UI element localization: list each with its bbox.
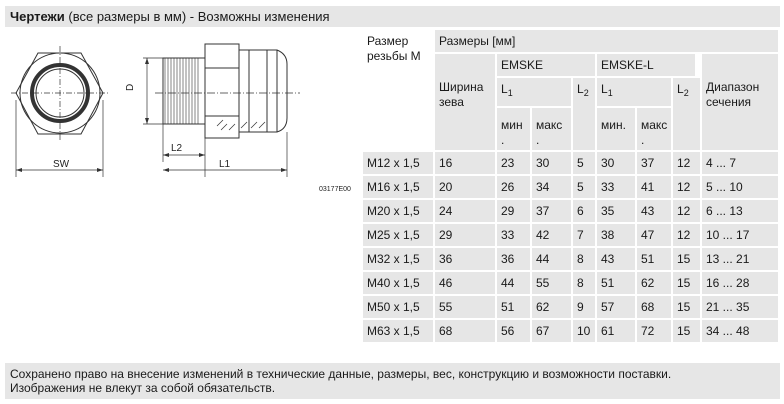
disclaimer-line-1: Сохранено право на внесение изменений в технические данные, размеры, вес, конструкцию и возможности поставки. — [10, 367, 672, 381]
cell-thread-size: M16 x 1,5 — [363, 176, 433, 198]
cell-l1-max-l: 72 — [637, 320, 671, 342]
cell-l1-max: 62 — [532, 296, 571, 318]
dimensions-header: Размеры [мм] — [435, 30, 778, 52]
cell-l1-max-l: 62 — [637, 272, 671, 294]
l2-sub: 2 — [583, 88, 589, 98]
l1-letter-2: L — [601, 82, 608, 96]
cell-thread-size: M25 x 1,5 — [363, 224, 433, 246]
hex-body-side — [205, 44, 239, 138]
l2-header-emske-l — [673, 78, 700, 150]
cell-l2: 6 — [573, 200, 595, 222]
cell-range: 10 ... 17 — [702, 224, 778, 246]
l2-header-emske — [573, 78, 595, 150]
cell-l2-l: 15 — [673, 296, 700, 318]
wrench-size-header: Ширина зева — [435, 54, 495, 150]
thread-section — [163, 58, 205, 124]
cell-range: 34 ... 48 — [702, 320, 778, 342]
cell-thread-size: M12 x 1,5 — [363, 152, 433, 174]
cell-thread-size: M20 x 1,5 — [363, 200, 433, 222]
cell-wrench-size: 24 — [435, 200, 495, 222]
thread-size-header: Размер резьбы M — [363, 30, 433, 150]
l1-letter: L — [501, 82, 508, 96]
cell-l2-l: 12 — [673, 176, 700, 198]
disclaimer-line-2: Изображения не влекут за собой обязательств. — [10, 381, 276, 395]
cell-l1-min-l: 35 — [597, 200, 635, 222]
max-header-2: макс . — [637, 108, 671, 150]
section-title — [5, 6, 780, 27]
cell-l1-min-l: 61 — [597, 320, 635, 342]
cell-l2-l: 15 — [673, 248, 700, 270]
cell-range: 16 ... 28 — [702, 272, 778, 294]
l2-sub-2: 2 — [683, 88, 689, 98]
cell-thread-size: M40 x 1,5 — [363, 272, 433, 294]
cell-range: 13 ... 21 — [702, 248, 778, 270]
cell-range: 21 ... 35 — [702, 296, 778, 318]
cell-wrench-size: 55 — [435, 296, 495, 318]
cell-wrench-size: 29 — [435, 224, 495, 246]
cell-range: 5 ... 10 — [702, 176, 778, 198]
emske-header: EMSKE — [497, 54, 595, 76]
cell-l1-max-l: 41 — [637, 176, 671, 198]
section-title-bold: Чертежи — [10, 9, 65, 24]
cell-l1-max: 44 — [532, 248, 571, 270]
cell-l1-min-l: 33 — [597, 176, 635, 198]
cell-l1-max-l: 37 — [637, 152, 671, 174]
l1-sub: 1 — [507, 88, 513, 98]
cell-l2: 8 — [573, 248, 595, 270]
cell-l2-l: 15 — [673, 272, 700, 294]
cell-l1-min-l: 30 — [597, 152, 635, 174]
cell-l2-l: 12 — [673, 200, 700, 222]
cell-thread-size: M32 x 1,5 — [363, 248, 433, 270]
cell-l2: 9 — [573, 296, 595, 318]
cell-thread-size: M50 x 1,5 — [363, 296, 433, 318]
drawing-code: 03177E00 — [319, 186, 351, 193]
cell-l2: 8 — [573, 272, 595, 294]
cell-l2: 5 — [573, 176, 595, 198]
cell-l1-min: 51 — [497, 296, 530, 318]
range-header: Диапазон сечения — [702, 54, 778, 150]
cell-l1-max: 37 — [532, 200, 571, 222]
cell-l1-min: 33 — [497, 224, 530, 246]
min-header-2: мин. — [597, 108, 635, 150]
cell-wrench-size: 46 — [435, 272, 495, 294]
section-title-rest: (все размеры в мм) - Возможны изменения — [64, 9, 330, 24]
cell-l2-l: 12 — [673, 224, 700, 246]
cap-outline — [239, 50, 287, 132]
cell-thread-size: M63 x 1,5 — [363, 320, 433, 342]
cell-l1-min: 29 — [497, 200, 530, 222]
cell-l1-min-l: 51 — [597, 272, 635, 294]
label-sw: SW — [53, 159, 70, 170]
l1-header-emske-l — [597, 78, 671, 106]
cell-l1-max: 34 — [532, 176, 571, 198]
cell-l1-max: 67 — [532, 320, 571, 342]
l2-letter-2: L — [677, 82, 684, 96]
cell-l1-min: 44 — [497, 272, 530, 294]
cell-range: 6 ... 13 — [702, 200, 778, 222]
cell-l1-min-l: 38 — [597, 224, 635, 246]
l1-header-emske — [497, 78, 571, 106]
cell-l2-l: 12 — [673, 152, 700, 174]
cell-l2: 5 — [573, 152, 595, 174]
cell-wrench-size: 20 — [435, 176, 495, 198]
min-header: мин . — [497, 108, 530, 150]
cell-l1-max-l: 68 — [637, 296, 671, 318]
disclaimer-note — [5, 363, 780, 399]
cell-l1-min: 23 — [497, 152, 530, 174]
cell-l1-max-l: 51 — [637, 248, 671, 270]
label-l1: L1 — [219, 159, 231, 170]
cell-l2: 7 — [573, 224, 595, 246]
cell-l1-max: 42 — [532, 224, 571, 246]
technical-drawing — [5, 30, 363, 330]
cell-l1-min: 56 — [497, 320, 530, 342]
cell-range: 4 ... 7 — [702, 152, 778, 174]
cell-l1-max: 55 — [532, 272, 571, 294]
label-d: D — [125, 83, 136, 91]
cell-l1-max: 30 — [532, 152, 571, 174]
max-header: макс . — [532, 108, 571, 150]
cell-l1-min: 26 — [497, 176, 530, 198]
cell-wrench-size: 68 — [435, 320, 495, 342]
l1-sub-2: 1 — [607, 88, 613, 98]
cell-wrench-size: 16 — [435, 152, 495, 174]
cell-wrench-size: 36 — [435, 248, 495, 270]
cell-l1-min-l: 57 — [597, 296, 635, 318]
cell-l2-l: 15 — [673, 320, 700, 342]
cell-l1-max-l: 43 — [637, 200, 671, 222]
label-l2: L2 — [171, 143, 183, 154]
cell-l1-min: 36 — [497, 248, 530, 270]
l2-letter: L — [577, 82, 584, 96]
cell-l2: 10 — [573, 320, 595, 342]
cell-l1-min-l: 43 — [597, 248, 635, 270]
emske-l-header: EMSKE-L — [597, 54, 695, 76]
cell-l1-max-l: 47 — [637, 224, 671, 246]
